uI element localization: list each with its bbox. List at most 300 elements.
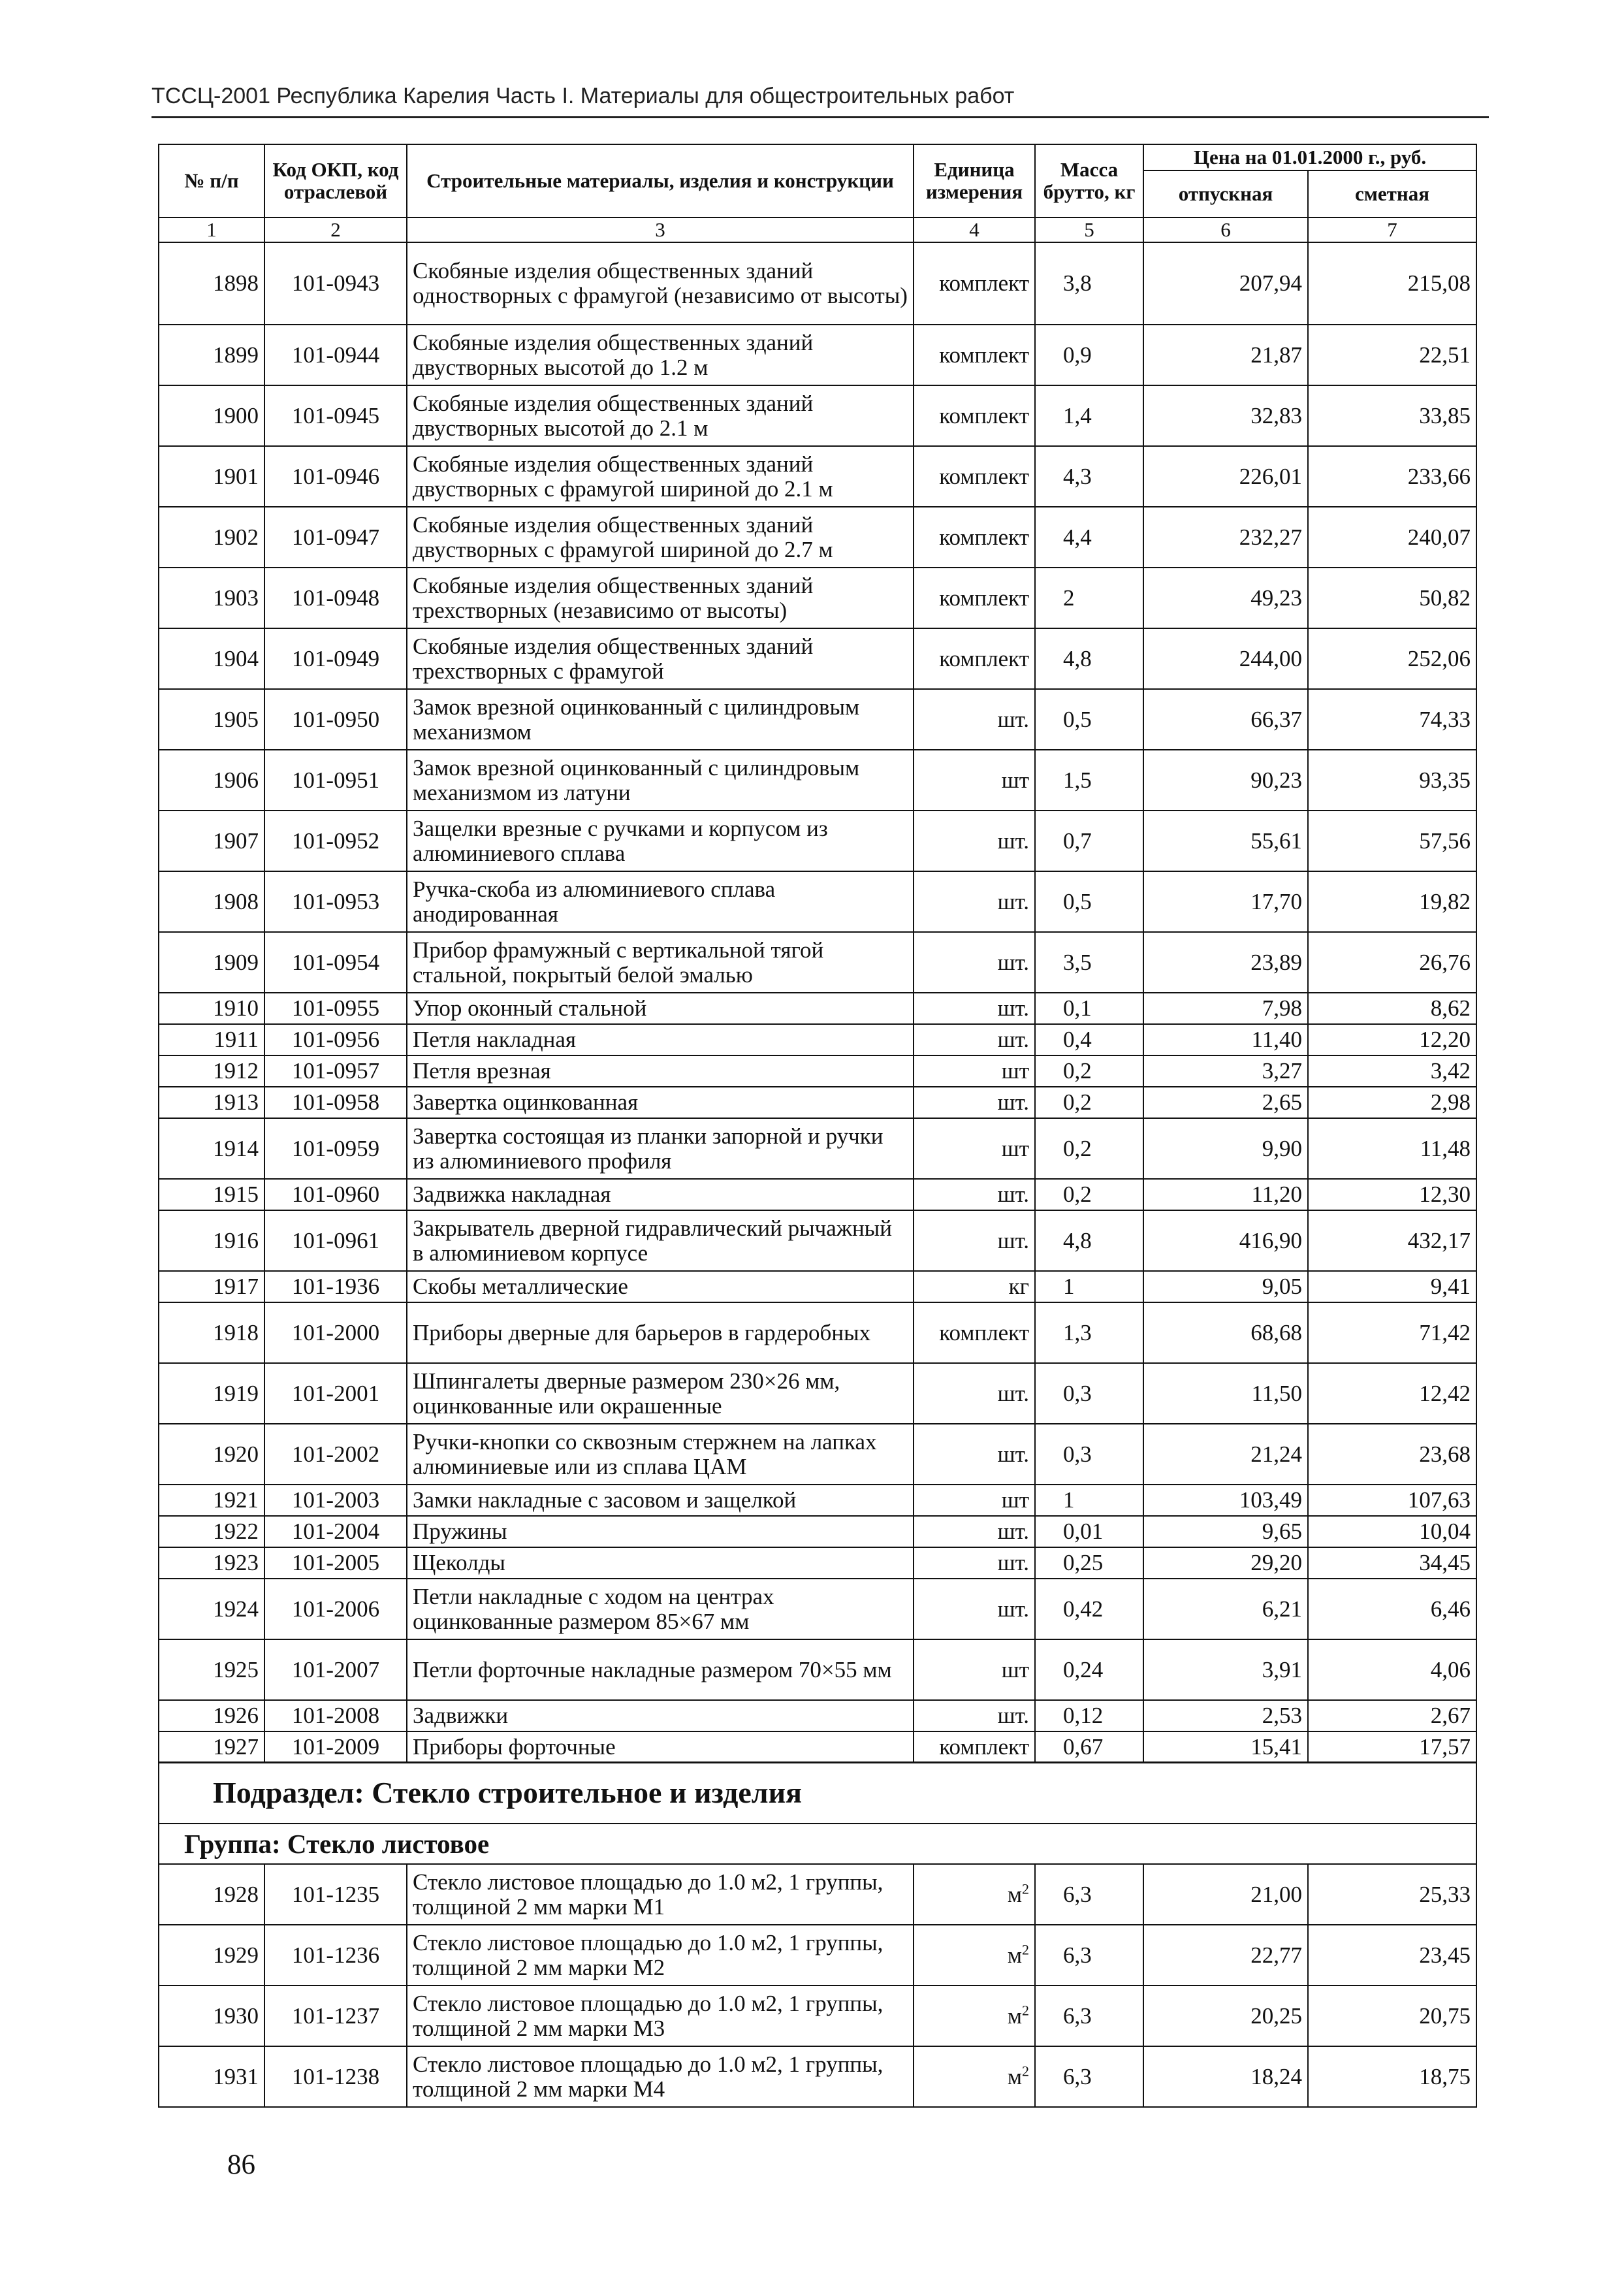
row-unit: шт.: [914, 1547, 1035, 1579]
row-unit: комплект: [914, 507, 1035, 568]
unit-superscript: 2: [1022, 2001, 1029, 2018]
row-mass: 0,3: [1035, 1424, 1143, 1485]
table-row: [159, 325, 1476, 385]
row-unit: шт.: [914, 811, 1035, 871]
col-number: 1: [159, 217, 264, 242]
row-unit: [914, 1925, 1035, 1986]
table-row: [159, 1271, 1476, 1302]
row-code: 101-0944: [264, 325, 407, 385]
row-mass: 6,3: [1035, 1986, 1143, 2046]
row-unit: шт.: [914, 993, 1035, 1024]
row-price-est: 93,35: [1308, 750, 1476, 811]
row-num: 1898: [159, 242, 264, 325]
row-unit: шт: [914, 1118, 1035, 1179]
row-num: 1921: [159, 1485, 264, 1516]
row-price-sale: 2,53: [1143, 1700, 1308, 1731]
unit-superscript: 2: [1022, 2062, 1029, 2079]
row-name: Петля накладная: [407, 1024, 914, 1055]
row-name: Стекло листовое площадью до 1.0 м2, 1 группы, толщиной 2 мм марки М1: [407, 1864, 914, 1925]
row-mass: 0,01: [1035, 1516, 1143, 1547]
row-name: Пружины: [407, 1516, 914, 1547]
row-mass: 0,2: [1035, 1179, 1143, 1210]
row-unit: шт.: [914, 871, 1035, 932]
row-num: 1911: [159, 1024, 264, 1055]
row-price-sale: 207,94: [1143, 242, 1308, 325]
table-row: [159, 871, 1476, 932]
row-name: Скобяные изделия общественных зданий двустворных с фрамугой шириной до 2.1 м: [407, 446, 914, 507]
unit-text: м: [1007, 2003, 1022, 2029]
row-code: 101-1236: [264, 1925, 407, 1986]
row-mass: 1,3: [1035, 1302, 1143, 1363]
row-mass: 0,67: [1035, 1731, 1143, 1763]
row-price-est: 4,06: [1308, 1639, 1476, 1700]
row-unit: комплект: [914, 446, 1035, 507]
row-num: 1912: [159, 1055, 264, 1087]
row-name: Завертка состоящая из планки запорной и ручки из алюминиевого профиля: [407, 1118, 914, 1179]
row-price-sale: 68,68: [1143, 1302, 1308, 1363]
table-row: [159, 1210, 1476, 1271]
row-num: 1905: [159, 689, 264, 750]
row-code: 101-2006: [264, 1579, 407, 1639]
row-num: 1920: [159, 1424, 264, 1485]
row-price-sale: 11,50: [1143, 1363, 1308, 1424]
row-name: Задвижки: [407, 1700, 914, 1731]
row-price-est: 22,51: [1308, 325, 1476, 385]
header-rule: [151, 116, 1489, 118]
table-row: [159, 1179, 1476, 1210]
row-mass: 6,3: [1035, 2046, 1143, 2107]
table-row: [159, 1700, 1476, 1731]
row-price-sale: 103,49: [1143, 1485, 1308, 1516]
row-price-sale: 7,98: [1143, 993, 1308, 1024]
row-num: 1926: [159, 1700, 264, 1731]
row-name: Ручка-скоба из алюминиевого сплава анодированная: [407, 871, 914, 932]
row-unit: шт.: [914, 1516, 1035, 1547]
row-name: Петли накладные с ходом на центрах оцинкованные размером 85×67 мм: [407, 1579, 914, 1639]
table-row: [159, 1424, 1476, 1485]
row-price-est: 432,17: [1308, 1210, 1476, 1271]
row-code: 101-0953: [264, 871, 407, 932]
row-mass: 0,25: [1035, 1547, 1143, 1579]
row-mass: 0,3: [1035, 1363, 1143, 1424]
table-row: [159, 1864, 1476, 1925]
row-price-est: 8,62: [1308, 993, 1476, 1024]
table-row: [159, 2046, 1476, 2107]
row-code: 101-0957: [264, 1055, 407, 1087]
row-num: 1931: [159, 2046, 264, 2107]
row-price-est: 23,68: [1308, 1424, 1476, 1485]
row-code: 101-0946: [264, 446, 407, 507]
row-name: Скобяные изделия общественных зданий двустворных с фрамугой шириной до 2.7 м: [407, 507, 914, 568]
row-price-est: 252,06: [1308, 628, 1476, 689]
row-price-est: 25,33: [1308, 1864, 1476, 1925]
row-unit: шт: [914, 1055, 1035, 1087]
row-unit: шт: [914, 1639, 1035, 1700]
row-unit: комплект: [914, 628, 1035, 689]
row-price-est: 50,82: [1308, 568, 1476, 628]
row-unit: шт.: [914, 1579, 1035, 1639]
row-mass: 0,9: [1035, 325, 1143, 385]
row-unit: [914, 1986, 1035, 2046]
row-mass: 0,2: [1035, 1055, 1143, 1087]
row-mass: 0,5: [1035, 689, 1143, 750]
row-unit: шт.: [914, 1424, 1035, 1485]
table-row: [159, 750, 1476, 811]
row-price-est: 57,56: [1308, 811, 1476, 871]
row-num: 1916: [159, 1210, 264, 1271]
table-row: [159, 385, 1476, 446]
row-code: 101-0950: [264, 689, 407, 750]
row-num: 1922: [159, 1516, 264, 1547]
running-header: ТССЦ-2001 Республика Карелия Часть I. Материалы для общестроительных работ: [151, 84, 1015, 108]
row-price-est: 12,42: [1308, 1363, 1476, 1424]
row-code: 101-2000: [264, 1302, 407, 1363]
row-price-sale: 2,65: [1143, 1087, 1308, 1118]
row-mass: 3,8: [1035, 242, 1143, 325]
row-num: 1903: [159, 568, 264, 628]
table-row: [159, 1579, 1476, 1639]
row-price-est: 240,07: [1308, 507, 1476, 568]
table-row: [159, 1639, 1476, 1700]
col-header-name: Строительные материалы, изделия и конструкции: [407, 144, 914, 217]
row-unit: комплект: [914, 1731, 1035, 1763]
row-price-est: 215,08: [1308, 242, 1476, 325]
row-unit: шт: [914, 750, 1035, 811]
table-row: [159, 932, 1476, 993]
row-code: 101-1235: [264, 1864, 407, 1925]
row-code: 101-0945: [264, 385, 407, 446]
row-mass: 0,12: [1035, 1700, 1143, 1731]
col-header-mass: Масса брутто, кг: [1035, 144, 1143, 217]
row-mass: 0,5: [1035, 871, 1143, 932]
row-price-est: 20,75: [1308, 1986, 1476, 2046]
row-num: 1913: [159, 1087, 264, 1118]
glass-table: [158, 1761, 1477, 2108]
row-mass: 0,42: [1035, 1579, 1143, 1639]
row-price-est: 10,04: [1308, 1516, 1476, 1547]
row-num: 1928: [159, 1864, 264, 1925]
row-price-sale: 55,61: [1143, 811, 1308, 871]
row-name: Закрыватель дверной гидравлический рычажный в алюминиевом корпусе: [407, 1210, 914, 1271]
row-name: Упор оконный стальной: [407, 993, 914, 1024]
row-mass: 0,24: [1035, 1639, 1143, 1700]
row-code: 101-1936: [264, 1271, 407, 1302]
unit-superscript: 2: [1022, 1940, 1029, 1957]
unit-text: м: [1007, 2063, 1022, 2089]
row-price-sale: 11,20: [1143, 1179, 1308, 1210]
row-price-sale: 226,01: [1143, 446, 1308, 507]
row-mass: 0,7: [1035, 811, 1143, 871]
unit-text: м: [1007, 1881, 1022, 1907]
row-num: 1930: [159, 1986, 264, 2046]
row-unit: шт.: [914, 1024, 1035, 1055]
row-mass: 1,4: [1035, 385, 1143, 446]
row-unit: кг: [914, 1271, 1035, 1302]
row-num: 1923: [159, 1547, 264, 1579]
row-price-est: 6,46: [1308, 1579, 1476, 1639]
row-unit: шт.: [914, 1210, 1035, 1271]
row-name: Замок врезной оцинкованный с цилиндровым механизмом из латуни: [407, 750, 914, 811]
row-num: 1900: [159, 385, 264, 446]
row-code: 101-0947: [264, 507, 407, 568]
row-num: 1908: [159, 871, 264, 932]
row-code: 101-2007: [264, 1639, 407, 1700]
row-code: 101-0943: [264, 242, 407, 325]
row-name: Защелки врезные с ручками и корпусом из алюминиевого сплава: [407, 811, 914, 871]
row-unit: [914, 2046, 1035, 2107]
row-code: 101-2009: [264, 1731, 407, 1763]
row-mass: 1,5: [1035, 750, 1143, 811]
row-unit: комплект: [914, 385, 1035, 446]
row-unit: шт.: [914, 1087, 1035, 1118]
col-number: 5: [1035, 217, 1143, 242]
row-unit: шт: [914, 1485, 1035, 1516]
row-name: Скобы металлические: [407, 1271, 914, 1302]
row-num: 1906: [159, 750, 264, 811]
row-mass: 4,8: [1035, 1210, 1143, 1271]
table-row: [159, 1118, 1476, 1179]
row-num: 1927: [159, 1731, 264, 1763]
row-name: Скобяные изделия общественных зданий трехстворных (независимо от высоты): [407, 568, 914, 628]
row-price-sale: 21,87: [1143, 325, 1308, 385]
unit-text: м: [1007, 1942, 1022, 1968]
col-header-price-est: сметная: [1308, 170, 1476, 217]
row-price-est: 71,42: [1308, 1302, 1476, 1363]
row-code: 101-0951: [264, 750, 407, 811]
row-name: Ручки-кнопки со сквозным стержнем на лапках алюминиевые или из сплава ЦАМ: [407, 1424, 914, 1485]
row-mass: 1: [1035, 1271, 1143, 1302]
row-name: Прибор фрамужный с вертикальной тягой стальной, покрытый белой эмалью: [407, 932, 914, 993]
col-number: 2: [264, 217, 407, 242]
row-unit: комплект: [914, 325, 1035, 385]
row-price-est: 33,85: [1308, 385, 1476, 446]
row-code: 101-0955: [264, 993, 407, 1024]
row-unit: шт.: [914, 1700, 1035, 1731]
table-row: [159, 1731, 1476, 1763]
row-price-est: 3,42: [1308, 1055, 1476, 1087]
row-price-sale: 17,70: [1143, 871, 1308, 932]
row-code: 101-2002: [264, 1424, 407, 1485]
row-name: Замки накладные с засовом и защелкой: [407, 1485, 914, 1516]
row-name: Скобяные изделия общественных зданий трехстворных с фрамугой: [407, 628, 914, 689]
row-price-sale: 20,25: [1143, 1986, 1308, 2046]
row-unit: шт.: [914, 689, 1035, 750]
table-row: [159, 1363, 1476, 1424]
row-code: 101-2004: [264, 1516, 407, 1547]
row-price-sale: 9,90: [1143, 1118, 1308, 1179]
row-price-sale: 3,91: [1143, 1639, 1308, 1700]
row-code: 101-2001: [264, 1363, 407, 1424]
col-header-price-sale: отпускная: [1143, 170, 1308, 217]
row-price-sale: 11,40: [1143, 1024, 1308, 1055]
row-num: 1899: [159, 325, 264, 385]
row-price-sale: 49,23: [1143, 568, 1308, 628]
row-price-est: 2,67: [1308, 1700, 1476, 1731]
row-num: 1904: [159, 628, 264, 689]
row-name: Завертка оцинкованная: [407, 1087, 914, 1118]
row-mass: 3,5: [1035, 932, 1143, 993]
row-price-est: 19,82: [1308, 871, 1476, 932]
row-code: 101-2003: [264, 1485, 407, 1516]
row-num: 1902: [159, 507, 264, 568]
row-mass: 0,1: [1035, 993, 1143, 1024]
row-code: 101-0961: [264, 1210, 407, 1271]
row-unit: шт.: [914, 932, 1035, 993]
row-price-est: 12,20: [1308, 1024, 1476, 1055]
row-price-est: 2,98: [1308, 1087, 1476, 1118]
row-name: Стекло листовое площадью до 1.0 м2, 1 группы, толщиной 2 мм марки М2: [407, 1925, 914, 1986]
col-number: 6: [1143, 217, 1308, 242]
row-price-sale: 244,00: [1143, 628, 1308, 689]
row-price-sale: 21,00: [1143, 1864, 1308, 1925]
row-mass: 0,4: [1035, 1024, 1143, 1055]
row-unit: [914, 1864, 1035, 1925]
col-header-price: Цена на 01.01.2000 г., руб.: [1143, 144, 1476, 170]
row-price-est: 233,66: [1308, 446, 1476, 507]
table-row: [159, 1925, 1476, 1986]
row-mass: 0,2: [1035, 1118, 1143, 1179]
row-unit: комплект: [914, 242, 1035, 325]
row-mass: 4,8: [1035, 628, 1143, 689]
row-price-est: 107,63: [1308, 1485, 1476, 1516]
row-name: Шпингалеты дверные размером 230×26 мм, оцинкованные или окрашенные: [407, 1363, 914, 1424]
row-price-sale: 66,37: [1143, 689, 1308, 750]
row-num: 1924: [159, 1579, 264, 1639]
row-code: 101-0949: [264, 628, 407, 689]
col-header-num: № п/п: [159, 144, 264, 217]
table-row: [159, 689, 1476, 750]
row-name: Скобяные изделия общественных зданий двустворных высотой до 1.2 м: [407, 325, 914, 385]
col-header-unit: Единица измерения: [914, 144, 1035, 217]
row-price-sale: 6,21: [1143, 1579, 1308, 1639]
table-row: [159, 1024, 1476, 1055]
row-num: 1909: [159, 932, 264, 993]
row-code: 101-0956: [264, 1024, 407, 1055]
col-number: 4: [914, 217, 1035, 242]
table-row: [159, 628, 1476, 689]
col-header-code: Код ОКП, код отраслевой: [264, 144, 407, 217]
row-code: 101-0958: [264, 1087, 407, 1118]
row-price-est: 74,33: [1308, 689, 1476, 750]
row-price-est: 23,45: [1308, 1925, 1476, 1986]
table-row: [159, 1516, 1476, 1547]
row-price-est: 34,45: [1308, 1547, 1476, 1579]
row-price-est: 17,57: [1308, 1731, 1476, 1763]
subsection-title: Подраздел: Стекло строительное и изделия: [159, 1762, 1476, 1824]
table-row: [159, 446, 1476, 507]
row-price-sale: 29,20: [1143, 1547, 1308, 1579]
row-name: Петли форточные накладные размером 70×55 мм: [407, 1639, 914, 1700]
row-num: 1915: [159, 1179, 264, 1210]
row-name: Скобяные изделия общественных зданий двустворных высотой до 2.1 м: [407, 385, 914, 446]
row-mass: 4,4: [1035, 507, 1143, 568]
table-row: [159, 1485, 1476, 1516]
row-unit: комплект: [914, 568, 1035, 628]
row-mass: 6,3: [1035, 1864, 1143, 1925]
row-num: 1917: [159, 1271, 264, 1302]
row-price-sale: 9,65: [1143, 1516, 1308, 1547]
unit-superscript: 2: [1022, 1880, 1029, 1897]
row-num: 1919: [159, 1363, 264, 1424]
row-code: 101-0960: [264, 1179, 407, 1210]
page-number: 86: [227, 2149, 255, 2180]
table-row: [159, 1087, 1476, 1118]
table-row: [159, 993, 1476, 1024]
row-num: 1901: [159, 446, 264, 507]
row-code: 101-0959: [264, 1118, 407, 1179]
row-code: 101-1237: [264, 1986, 407, 2046]
row-price-sale: 21,24: [1143, 1424, 1308, 1485]
row-num: 1907: [159, 811, 264, 871]
row-name: Стекло листовое площадью до 1.0 м2, 1 группы, толщиной 2 мм марки М4: [407, 2046, 914, 2107]
row-name: Петля врезная: [407, 1055, 914, 1087]
row-unit: шт.: [914, 1179, 1035, 1210]
row-price-sale: 32,83: [1143, 385, 1308, 446]
row-code: 101-0948: [264, 568, 407, 628]
row-code: 101-0952: [264, 811, 407, 871]
row-unit: шт.: [914, 1363, 1035, 1424]
row-num: 1918: [159, 1302, 264, 1363]
table-row: [159, 568, 1476, 628]
table-row: [159, 811, 1476, 871]
col-number: 7: [1308, 217, 1476, 242]
row-num: 1925: [159, 1639, 264, 1700]
materials-table: [158, 144, 1477, 1763]
row-name: Задвижка накладная: [407, 1179, 914, 1210]
row-num: 1914: [159, 1118, 264, 1179]
row-code: 101-2005: [264, 1547, 407, 1579]
row-code: 101-0954: [264, 932, 407, 993]
row-name: Приборы дверные для барьеров в гардеробных: [407, 1302, 914, 1363]
row-price-sale: 18,24: [1143, 2046, 1308, 2107]
row-price-est: 11,48: [1308, 1118, 1476, 1179]
row-mass: 0,2: [1035, 1087, 1143, 1118]
row-mass: 6,3: [1035, 1925, 1143, 1986]
table-row: [159, 1055, 1476, 1087]
row-price-sale: 22,77: [1143, 1925, 1308, 1986]
group-title: Группа: Стекло листовое: [159, 1824, 1476, 1864]
row-price-est: 12,30: [1308, 1179, 1476, 1210]
table-row: [159, 242, 1476, 325]
row-price-est: 9,41: [1308, 1271, 1476, 1302]
row-code: 101-2008: [264, 1700, 407, 1731]
row-price-sale: 15,41: [1143, 1731, 1308, 1763]
table-row: [159, 1302, 1476, 1363]
row-mass: 2: [1035, 568, 1143, 628]
row-price-est: 18,75: [1308, 2046, 1476, 2107]
row-num: 1910: [159, 993, 264, 1024]
row-name: Скобяные изделия общественных зданий одностворных с фрамугой (независимо от высоты): [407, 242, 914, 325]
row-price-sale: 3,27: [1143, 1055, 1308, 1087]
row-mass: 1: [1035, 1485, 1143, 1516]
row-name: Приборы форточные: [407, 1731, 914, 1763]
row-price-sale: 90,23: [1143, 750, 1308, 811]
row-num: 1929: [159, 1925, 264, 1986]
row-code: 101-1238: [264, 2046, 407, 2107]
row-mass: 4,3: [1035, 446, 1143, 507]
row-price-est: 26,76: [1308, 932, 1476, 993]
table-row: [159, 1986, 1476, 2046]
row-price-sale: 23,89: [1143, 932, 1308, 993]
row-price-sale: 9,05: [1143, 1271, 1308, 1302]
row-name: Замок врезной оцинкованный с цилиндровым механизмом: [407, 689, 914, 750]
row-name: Стекло листовое площадью до 1.0 м2, 1 группы, толщиной 2 мм марки М3: [407, 1986, 914, 2046]
row-name: Щеколды: [407, 1547, 914, 1579]
row-price-sale: 416,90: [1143, 1210, 1308, 1271]
row-price-sale: 232,27: [1143, 507, 1308, 568]
col-number: 3: [407, 217, 914, 242]
table-row: [159, 1547, 1476, 1579]
